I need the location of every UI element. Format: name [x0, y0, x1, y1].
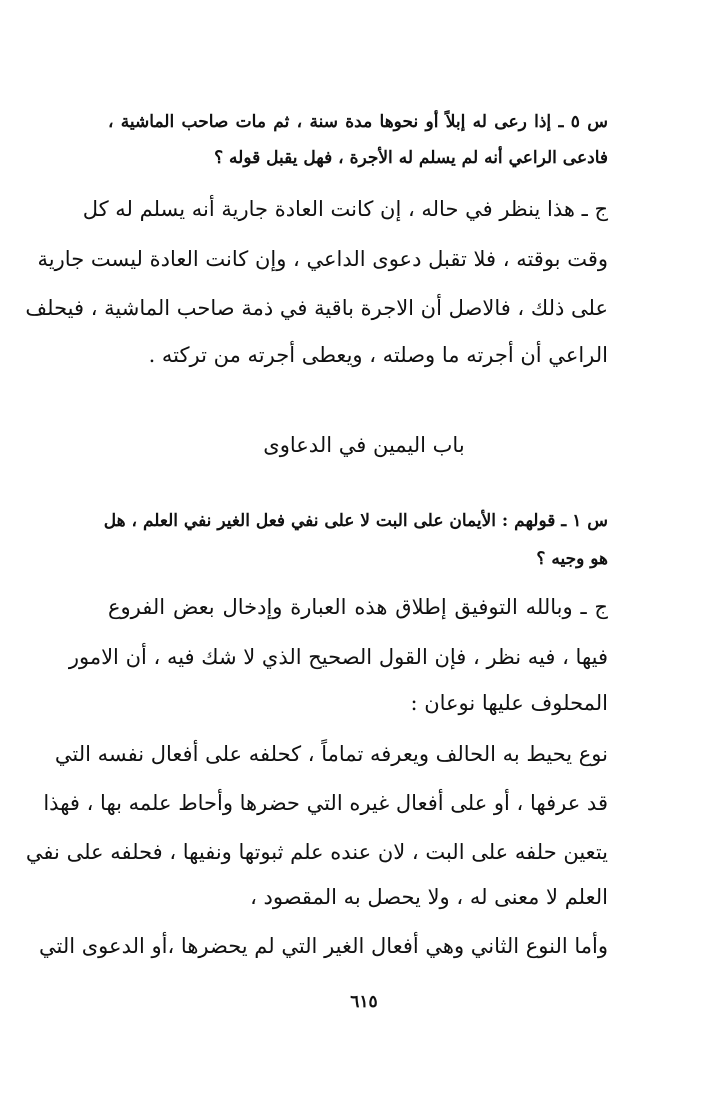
answer-5-line-2: وقت بوقته ، فلا تقبل دعوى الداعي ، وإن كانت العادة ليست جارية: [37, 247, 608, 271]
question-1-line-2: هو وجيه ؟: [536, 549, 608, 569]
answer-5-line-3: على ذلك ، فالاصل أن الاجرة باقية في ذمة صاحب الماشية ، فيحلف: [25, 296, 608, 320]
question-5-line-2: فادعى الراعي أنه لم يسلم له الأجرة ، فهل يقبل قوله ؟: [214, 148, 608, 168]
answer-1-line-6: يتعين حلفه على البت ، لان عنده علم ثبوتها ونفيها ، فحلفه على نفي: [25, 840, 608, 864]
answer-1-line-2: فيها ، فيه نظر ، فإن القول الصحيح الذي لا شك فيه ، أن الامور: [68, 645, 608, 669]
answer-1-line-1: ج ـ وبالله التوفيق إطلاق هذه العبارة وإدخال بعض الفروع: [108, 595, 608, 619]
answer-5-line-1: ج ـ هذا ينظر في حاله ، إن كانت العادة جارية أنه يسلم له كل: [82, 197, 608, 221]
question-1-line-1: س ١ ـ قولهم : الأيمان على البت لا على نفي فعل الغير نفي العلم ، هل: [103, 511, 608, 531]
answer-1-line-3: المحلوف عليها نوعان :: [410, 691, 608, 715]
answer-5-line-4: الراعي أن أجرته ما وصلته ، ويعطى أجرته من تركته .: [148, 343, 608, 367]
answer-1-line-7: العلم لا معنى له ، ولا يحصل به المقصود ،: [250, 885, 608, 909]
answer-1-line-4: نوع يحيط به الحالف ويعرفه تماماً ، كحلفه على أفعال نفسه التي: [54, 742, 608, 766]
answer-1-line-5: قد عرفها ، أو على أفعال غيره التي حضرها وأحاط علمه بها ، فهذا: [43, 791, 608, 815]
question-5-line-1: س ٥ ـ إذا رعى له إبلاً أو نحوها مدة سنة ، ثم مات صاحب الماشية ،: [108, 112, 608, 132]
page-number: ٦١٥: [350, 992, 378, 1012]
answer-1-line-8: وأما النوع الثاني وهي أفعال الغير التي لم يحضرها ،أو الدعوى التي: [39, 934, 608, 958]
section-heading: باب اليمين في الدعاوى: [263, 433, 465, 457]
